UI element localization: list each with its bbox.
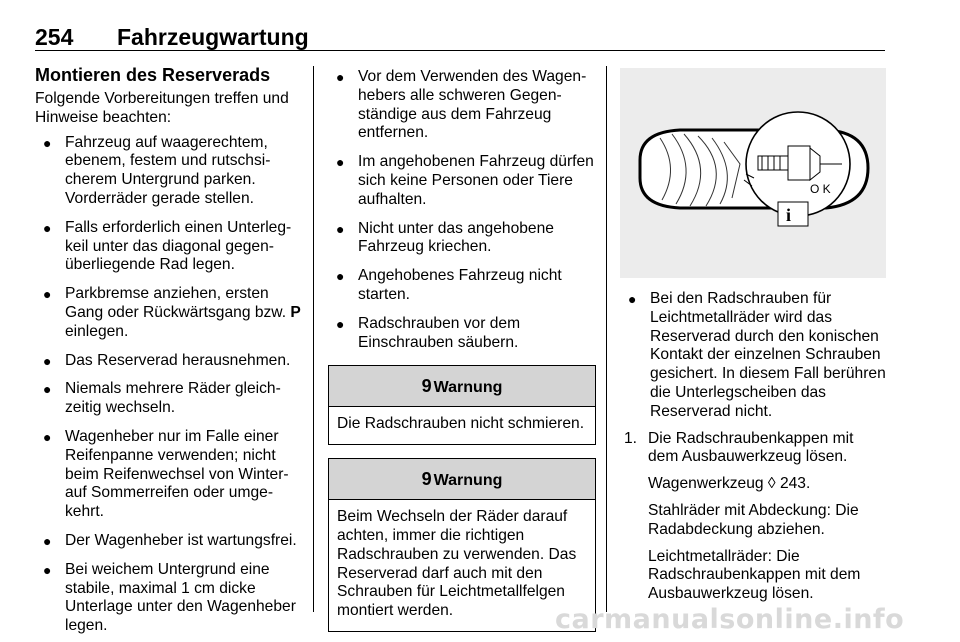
warning-title: Warnung [433,379,503,397]
list-item: ● Der Wagenheber ist wartungsfrei. [43,531,297,549]
list-item: ● Bei den Radschrauben für Leichtmetallräder wird das Reserverad durch den konischen Kontakt der einzelnen Schrauben gesichert. In diesem Fall berühren die Unterlegscheiben das Reserverad nicht. [628,290,886,420]
bullet-icon: ● [43,219,52,236]
bullet-icon: ● [43,286,52,303]
bullet-icon: ● [628,291,637,307]
warning-header [329,459,595,500]
warning-icon: 9 [421,469,432,490]
column-middle [328,64,596,632]
list-item: ● Vor dem Verwenden des Wagenhebers alle schweren Gegenständige aus dem Fahrzeug entfernen. [336,68,587,142]
bullet-icon: ● [43,381,52,398]
step-list [620,430,888,604]
list-item: ● Fahrzeug auf waagerechtem, ebenem, festem und rutschsicherem Untergrund parken. Vorderräder gerade stellen. [43,133,271,207]
column-divider [313,66,314,612]
intro-text: Folgende Vorbereitungen treffen und Hinweise beachten: [35,90,289,126]
warning-box [328,365,596,445]
column-right [620,64,888,604]
info-icon: i [786,205,792,225]
list-item: ● Falls erforderlich einen Unterlegkeil unter das diagonal gegenüberliegende Rad legen. [43,218,292,274]
bullet-icon: ● [43,532,52,549]
alloy-wheel-note [620,290,888,422]
gear-label: P [290,303,301,321]
watermark: carmanualsonline.info [555,604,905,635]
bullet-icon: ● [43,561,52,578]
list-item: ● Parkbremse anziehen, ersten Gang oder Rückwärtsgang bzw. P einlegen. [43,285,301,340]
wheel-bolt-illustration [620,68,886,278]
list-item: ● Im angehobenen Fahrzeug dürfen sich keine Personen oder Tiere aufhalten. [336,153,594,208]
wheel-bolt-drawing [620,68,886,278]
list-item: ● Radschrauben vor dem Einschrauben säubern. [336,314,521,351]
list-item: ● Angehobenes Fahrzeug nicht starten. [336,267,562,303]
safety-list [328,68,596,352]
bullet-icon: ● [43,352,52,369]
bullet-icon: ● [336,154,345,171]
list-item: ● Nicht unter das angehobene Fahrzeug kriechen. [336,219,554,256]
bullet-icon: ● [43,428,52,445]
section-heading: Montieren des Reserverads [35,65,271,85]
preparation-list [35,134,305,636]
warning-text: Beim Wechseln der Räder darauf achten, immer die richtigen Radschrauben zu verwenden. Das Reserverad darf auch mit den Schrauben für Leichtmetallfelgen montiert werden. [337,508,577,620]
bullet-icon: ● [336,69,345,85]
steel-wheel-text: Stahlräder mit Abdeckung: Die Radabdeckung abziehen. [648,501,859,538]
page-title: Fahrzeugwartung [117,24,309,50]
warning-text: Die Radschrauben nicht schmieren. [337,415,585,433]
warning-header [329,366,595,407]
page-number: 254 [35,24,74,50]
bullet-icon: ● [336,268,345,285]
list-item: ● Wagenheber nur im Falle einer Reifenpanne verwenden; nicht beim Reifenwechsel von Winter- auf Sommerreifen oder umgekehrt. [43,427,289,521]
page-header [35,24,885,51]
list-item: ● Das Reserverad herausnehmen. [43,351,291,369]
ok-label: O K [810,182,831,196]
bullet-icon: ● [336,220,345,237]
bullet-icon: ● [336,315,345,332]
list-item: ● Niemals mehrere Räder gleichzeitig wechseln. [43,380,281,417]
step-text: Die Radschraubenkappen mit dem Ausbauwerkzeug lösen. [648,429,854,466]
column-left [35,64,305,636]
list-item: ● Bei weichem Untergrund eine stabile, maximal 1 cm dicke Unterlage unter den Wagenheber legen. [43,560,296,635]
warning-title: Warnung [433,472,503,490]
step-number: 1. [624,429,638,447]
column-divider [606,66,607,612]
bullet-icon: ● [43,134,52,151]
page-ref-icon: ◊ [767,475,776,493]
reference-line: Wagenwerkzeug ◊ 243. [648,475,811,493]
step-item [620,430,888,604]
warning-icon: 9 [421,376,432,397]
alloy-wheel-text: Leichtmetallräder: Die Radschraubenkappen mit dem Ausbauwerkzeug lösen. [648,547,861,603]
